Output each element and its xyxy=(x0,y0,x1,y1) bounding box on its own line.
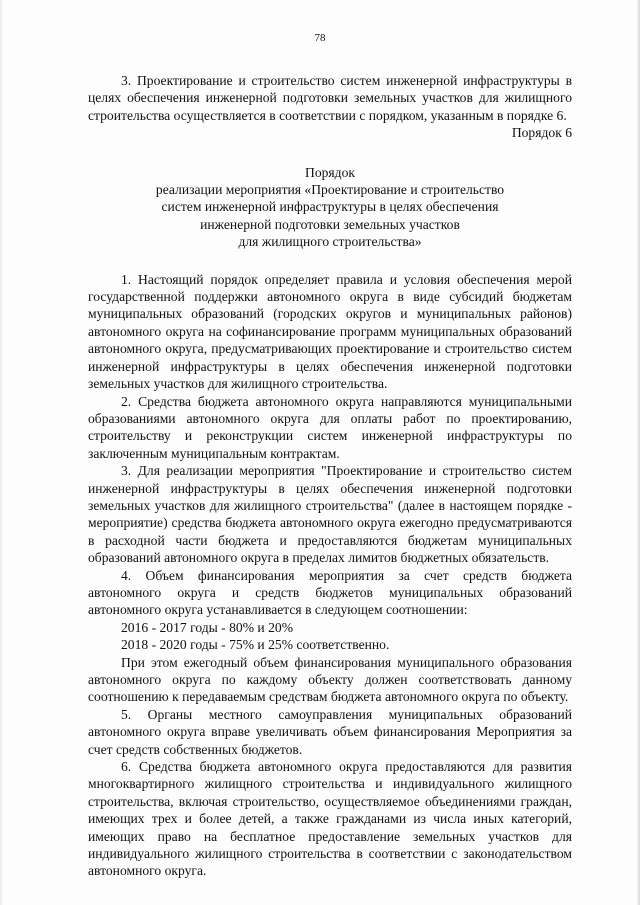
paragraph-6: 6. Средства бюджета автономного округа предоставляются для развития многоквартирного жилищного строительства и индивидуального жилищного строительства, включая строительство, осуществляемое объединениями граждан, имеющих трех и более детей, а также гражданами из числа иных категорий, имеющих право на бесплатное предоставление земельных участков для индивидуального жилищного строительства в соответствии с законодательством автономного округа. xyxy=(88,759,572,879)
ratio-line-2: 2018 - 2020 годы - 75% и 25% соответственно. xyxy=(121,637,390,653)
document-body xyxy=(88,72,572,880)
order-title xyxy=(88,164,572,251)
page-number: 78 xyxy=(314,32,326,44)
paragraph-3: 3. Для реализации мероприятия "Проектирование и строительство систем инженерной инфраструктуры в целях обеспечения инженерной подготовки земельных участков для жилищного строительства" (далее в настоящем порядке - мероприятие) средства бюджета автономного округа ежегодно предусматриваются в расходной части бюджета и предоставляются бюджетам муниципальных образований автономного округа в пределах лимитов бюджетных обязательств. xyxy=(88,463,572,566)
paragraph-1: 1. Настоящий порядок определяет правила и условия обеспечения мерой государственной поддержки автономного округа в виде субсидий бюджетам муниципальных образований (городских округов и муниципальных районов) автономного округа на софинансирование программ муниципальных образований автономного округа, предусматривающих проектирование и строительство систем инженерной инфраструктуры в целях обеспечения инженерной подготовки земельных участков для жилищного строительства. xyxy=(88,271,572,392)
title-line-4: для жилищного строительства» xyxy=(238,234,422,250)
title-line-2: систем инженерной инфраструктуры в целях обеспечения xyxy=(161,199,499,215)
paragraph-5: 5. Органы местного самоуправления муниципальных образований автономного округа вправе увеличивать объем финансирования Мероприятия за счет средств собственных бюджетов. xyxy=(88,706,572,757)
ratio-line-1: 2016 - 2017 годы - 80% и 20% xyxy=(121,619,294,635)
order-reference: Порядок 6 xyxy=(511,125,572,141)
paragraph-2: 2. Средства бюджета автономного округа направляются муниципальными образованиями автономного округа для оплаты работ по проектированию, строительству и реконструкции систем инженерной инфраструктуры по заключенным муниципальным контрактам. xyxy=(88,393,572,461)
intro-paragraph: 3. Проектирование и строительство систем инженерной инфраструктуры в целях обеспечения инженерной подготовки земельных участков для жилищного строительства осуществляется в соответствии с порядком, указанным в порядке 6. xyxy=(88,73,572,123)
paragraph-4: 4. Объем финансирования мероприятия за счет средств бюджета автономного округа и средств бюджетов муниципальных образований автономного округа устанавливается в следующем соотношении: xyxy=(88,567,572,618)
title-line-1: реализации мероприятия «Проектирование и строительство xyxy=(155,182,505,198)
title-line-3: инженерной подготовки земельных участков xyxy=(200,216,460,232)
paragraph-4-continued: При этом ежегодный объем финансирования муниципального образования автономного округа по каждому объекту должен соответствовать данному соотношению к передаваемым средствам бюджета автономного округа по объекту. xyxy=(88,654,572,705)
title-heading: Порядок xyxy=(305,164,355,180)
scan-edge-left xyxy=(0,0,2,905)
